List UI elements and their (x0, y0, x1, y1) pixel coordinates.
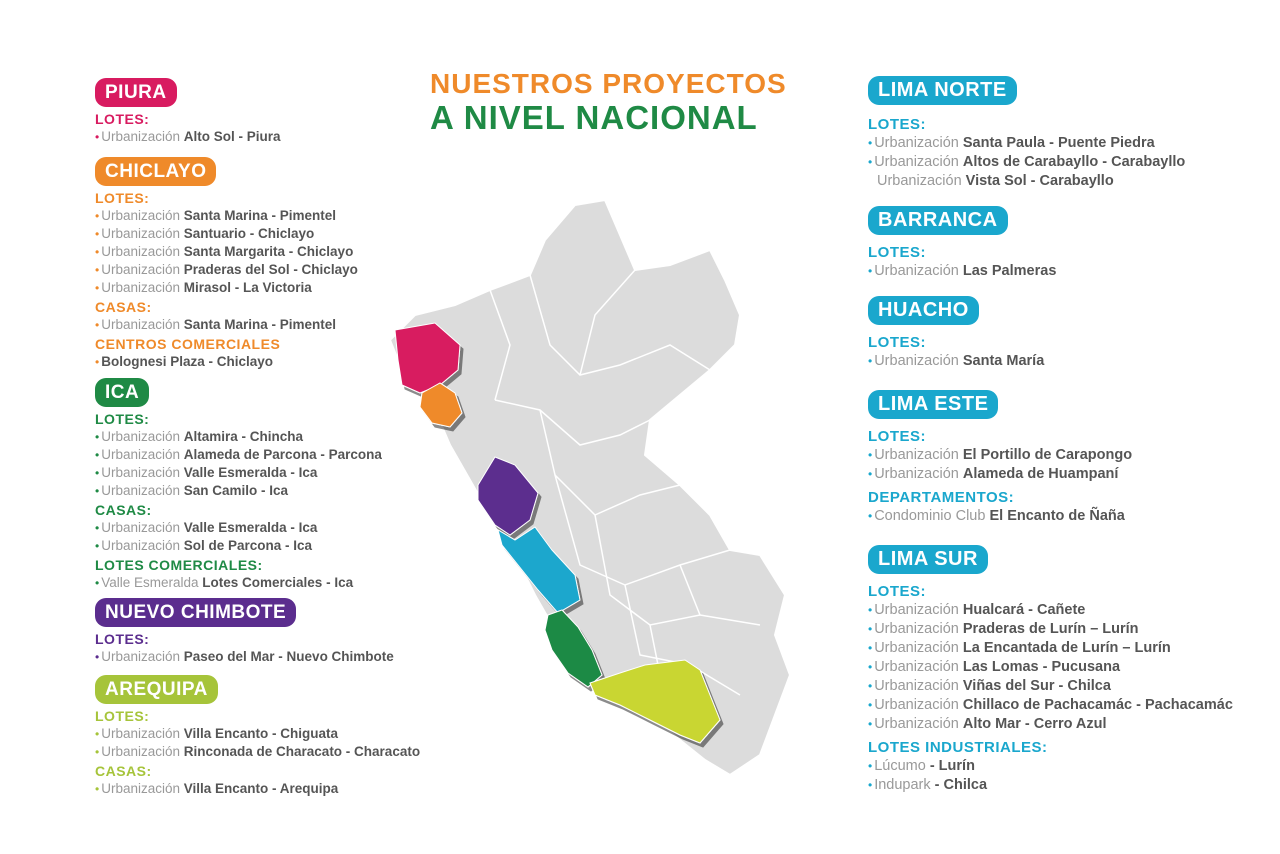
project-name: - Lurín (929, 758, 975, 774)
project-item (868, 620, 1233, 639)
project-list (95, 353, 358, 371)
region-huacho (868, 296, 1044, 371)
bullet-icon: • (868, 698, 873, 712)
project-prefix: Urbanización (101, 649, 180, 664)
bullet-icon: • (95, 650, 100, 664)
project-prefix: Urbanización (101, 244, 180, 259)
region-badge: LIMA SUR (868, 545, 988, 574)
project-prefix: Urbanización (874, 466, 959, 482)
project-prefix: Urbanización (101, 744, 180, 759)
region-badge: HUACHO (868, 296, 979, 325)
region-badge: CHICLAYO (95, 157, 216, 186)
project-item (95, 225, 358, 243)
category-label: LOTES INDUSTRIALES: (868, 739, 1048, 756)
project-name: Alameda de Parcona - Parcona (183, 447, 382, 462)
project-prefix: Urbanización (874, 621, 959, 637)
project-item (868, 715, 1233, 734)
project-item (95, 574, 382, 592)
project-item (95, 519, 382, 537)
bullet-icon: • (95, 209, 100, 223)
bullet-icon: • (95, 263, 100, 277)
category-label: LOTES COMERCIALES: (95, 557, 263, 573)
project-name: Vista Sol - Carabayllo (965, 173, 1114, 189)
bullet-icon: • (868, 778, 873, 792)
project-prefix: Urbanización (874, 678, 959, 694)
project-list (95, 648, 394, 666)
project-prefix: Urbanización (874, 154, 959, 170)
page-title (430, 68, 787, 136)
project-prefix: Urbanización (101, 226, 180, 241)
bullet-icon: • (868, 136, 873, 150)
bullet-icon: • (95, 355, 100, 369)
project-item (868, 352, 1044, 371)
category-label: CASAS: (95, 763, 152, 779)
bullet-icon: • (868, 509, 873, 523)
project-prefix: Urbanización (101, 447, 180, 462)
project-prefix: Indupark (874, 777, 931, 793)
project-name: Santuario - Chiclayo (183, 226, 315, 241)
project-item (868, 639, 1233, 658)
project-prefix: Urbanización (101, 465, 180, 480)
project-name: Alto Mar - Cerro Azul (962, 716, 1107, 732)
bullet-icon: • (868, 660, 873, 674)
project-list (95, 207, 358, 297)
project-item (95, 428, 382, 446)
project-name: Alto Sol - Piura (183, 129, 281, 144)
category-label: LOTES: (95, 631, 150, 647)
project-prefix: Urbanización (874, 263, 959, 279)
project-item (868, 776, 1233, 795)
project-prefix: Valle Esmeralda (101, 575, 199, 590)
project-item (868, 172, 1185, 191)
project-item (95, 207, 358, 225)
project-name: Santa Marina - Pimentel (183, 208, 337, 223)
bullet-icon: • (95, 539, 100, 553)
region-arequipa (95, 675, 420, 798)
project-list (868, 601, 1233, 734)
region-lima-norte (868, 76, 1185, 191)
project-list (95, 428, 382, 500)
title-line-1: NUESTROS PROYECTOS (430, 68, 787, 99)
project-list (868, 352, 1044, 371)
region-badge: ICA (95, 378, 149, 407)
project-item (868, 465, 1132, 484)
category-label: LOTES: (868, 334, 926, 351)
region-lima-este (868, 390, 1132, 526)
bullet-icon: • (95, 576, 100, 590)
project-item (95, 353, 358, 371)
project-prefix: Urbanización (101, 129, 180, 144)
project-item (95, 128, 281, 146)
project-item (868, 658, 1233, 677)
region-badge: NUEVO CHIMBOTE (95, 598, 296, 627)
bullet-icon: • (868, 155, 873, 169)
project-prefix: Urbanización (101, 538, 180, 553)
project-item (95, 464, 382, 482)
category-label: LOTES: (95, 190, 150, 206)
project-name: Mirasol - La Victoria (183, 280, 312, 295)
project-prefix: Urbanización (874, 447, 959, 463)
project-name: Altos de Carabayllo - Carabayllo (962, 154, 1186, 170)
category-label: LOTES: (95, 708, 150, 724)
project-name: El Encanto de Ñaña (989, 508, 1125, 524)
project-item (95, 446, 382, 464)
project-prefix: Urbanización (101, 726, 180, 741)
project-name: La Encantada de Lurín – Lurín (962, 640, 1171, 656)
project-name: Altamira - Chincha (183, 429, 304, 444)
project-name: Las Palmeras (962, 263, 1057, 279)
project-prefix: Urbanización (874, 697, 959, 713)
project-name: Hualcará - Cañete (962, 602, 1086, 618)
project-name: Santa Marina - Pimentel (183, 317, 337, 332)
project-prefix: Urbanización (101, 262, 180, 277)
category-label: LOTES: (868, 116, 926, 133)
project-prefix: Urbanización (101, 520, 180, 535)
project-prefix: Urbanización (101, 208, 180, 223)
project-prefix: Urbanización (874, 640, 959, 656)
project-item (95, 780, 420, 798)
project-item (95, 648, 394, 666)
project-name: San Camilo - Ica (183, 483, 289, 498)
category-label: CASAS: (95, 299, 152, 315)
project-name: Sol de Parcona - Ica (183, 538, 313, 553)
project-name: Bolognesi Plaza - Chiclayo (101, 354, 273, 369)
bullet-icon: • (95, 484, 100, 498)
project-item (95, 537, 382, 555)
project-prefix: Urbanización (874, 716, 959, 732)
project-item (95, 725, 420, 743)
project-list (95, 574, 382, 592)
project-item (868, 134, 1185, 153)
project-name: Praderas del Sol - Chiclayo (183, 262, 358, 277)
peru-map (380, 195, 820, 785)
project-item (868, 601, 1233, 620)
region-badge: BARRANCA (868, 206, 1008, 235)
category-label: LOTES: (95, 111, 150, 127)
project-list (95, 128, 281, 146)
region-badge: AREQUIPA (95, 675, 218, 704)
project-name: Alameda de Huampaní (962, 466, 1119, 482)
project-name: Rinconada de Characato - Characato (183, 744, 421, 759)
bullet-icon: • (95, 281, 100, 295)
project-item (868, 677, 1233, 696)
bullet-icon: • (95, 782, 100, 796)
project-list (95, 780, 420, 798)
project-prefix: Condominio Club (874, 508, 986, 524)
bullet-icon: • (868, 717, 873, 731)
project-list (868, 446, 1132, 484)
bullet-icon: • (868, 622, 873, 636)
category-label: CENTROS COMERCIALES (95, 336, 281, 352)
project-prefix: Urbanización (874, 602, 959, 618)
category-label: LOTES: (868, 428, 926, 445)
region-piura (95, 78, 281, 146)
project-item (868, 446, 1132, 465)
project-name: Villa Encanto - Chiguata (183, 726, 339, 741)
bullet-icon: • (95, 745, 100, 759)
project-name: Villa Encanto - Arequipa (183, 781, 339, 796)
project-name: Valle Esmeralda - Ica (183, 520, 318, 535)
project-prefix: Urbanización (877, 173, 962, 189)
bullet-icon: • (868, 603, 873, 617)
project-name: Las Lomas - Pucusana (962, 659, 1121, 675)
project-name: Lotes Comerciales - Ica (202, 575, 354, 590)
project-item (868, 696, 1233, 715)
bullet-icon: • (868, 679, 873, 693)
project-name: Santa Margarita - Chiclayo (183, 244, 354, 259)
project-prefix: Urbanización (101, 317, 180, 332)
bullet-icon: • (95, 521, 100, 535)
category-label: LOTES: (95, 411, 150, 427)
project-name: Praderas de Lurín – Lurín (962, 621, 1139, 637)
bullet-icon: • (95, 245, 100, 259)
region-badge: PIURA (95, 78, 177, 107)
project-prefix: Urbanización (101, 429, 180, 444)
project-list (868, 134, 1185, 191)
project-item (95, 743, 420, 761)
bullet-icon: • (95, 430, 100, 444)
bullet-icon: • (95, 448, 100, 462)
bullet-icon: • (95, 466, 100, 480)
category-label: DEPARTAMENTOS: (868, 489, 1015, 506)
category-label: CASAS: (95, 502, 152, 518)
project-name: Paseo del Mar - Nuevo Chimbote (183, 649, 394, 664)
project-prefix: Urbanización (101, 280, 180, 295)
region-barranca (868, 206, 1056, 281)
project-list (868, 757, 1233, 795)
bullet-icon: • (95, 227, 100, 241)
project-item (95, 279, 358, 297)
bullet-icon: • (868, 641, 873, 655)
project-list (95, 316, 358, 334)
project-list (95, 519, 382, 555)
bullet-icon: • (868, 759, 873, 773)
project-item (95, 243, 358, 261)
project-name: Valle Esmeralda - Ica (183, 465, 318, 480)
bullet-icon: • (95, 727, 100, 741)
region-lima-sur (868, 545, 1233, 795)
project-name: Chillaco de Pachacamác - Pachacamác (962, 697, 1233, 713)
region-nuevo-chimbote (95, 598, 394, 666)
bullet-icon: • (868, 467, 873, 481)
region-chiclayo (95, 157, 358, 371)
project-item (868, 262, 1056, 281)
bullet-icon: • (868, 448, 873, 462)
project-list (868, 507, 1132, 526)
project-list (95, 725, 420, 761)
project-name: Santa María (962, 353, 1045, 369)
bullet-icon: • (95, 318, 100, 332)
region-ica (95, 378, 382, 592)
project-name: Viñas del Sur - Chilca (962, 678, 1111, 694)
project-prefix: Urbanización (874, 353, 959, 369)
project-prefix: Urbanización (874, 135, 959, 151)
project-item (95, 316, 358, 334)
project-name: Santa Paula - Puente Piedra (962, 135, 1155, 151)
project-list (868, 262, 1056, 281)
bullet-icon: • (868, 264, 873, 278)
project-prefix: Urbanización (101, 483, 180, 498)
region-badge: LIMA NORTE (868, 76, 1017, 105)
project-prefix: Urbanización (874, 659, 959, 675)
category-label: LOTES: (868, 244, 926, 261)
project-name: El Portillo de Carapongo (962, 447, 1133, 463)
project-name: - Chilca (934, 777, 988, 793)
bullet-icon: • (95, 130, 100, 144)
category-label: LOTES: (868, 583, 926, 600)
project-item (95, 482, 382, 500)
project-item (868, 757, 1233, 776)
project-item (868, 153, 1185, 172)
region-badge: LIMA ESTE (868, 390, 998, 419)
title-line-2: A NIVEL NACIONAL (430, 99, 758, 136)
bullet-icon: • (868, 354, 873, 368)
project-prefix: Urbanización (101, 781, 180, 796)
project-item (868, 507, 1132, 526)
project-prefix: Lúcumo (874, 758, 926, 774)
project-item (95, 261, 358, 279)
